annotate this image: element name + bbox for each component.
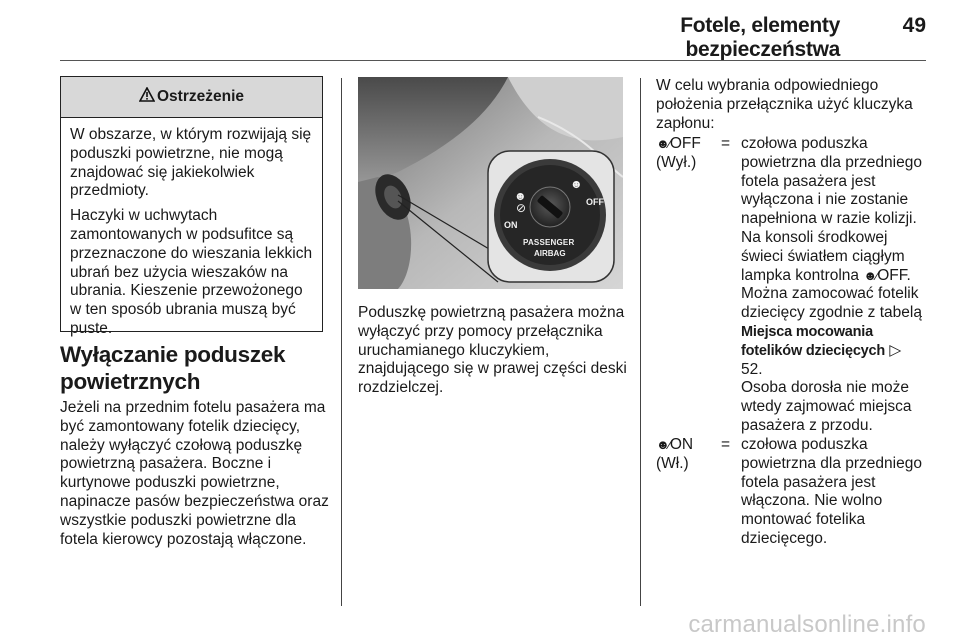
warning-triangle-icon bbox=[139, 87, 155, 107]
reference-page: 52. bbox=[741, 360, 763, 378]
term-translation: (Wł.) bbox=[656, 454, 689, 472]
header-divider bbox=[60, 60, 926, 61]
warning-body bbox=[61, 118, 322, 339]
figure-caption: Poduszkę powietrzną pasażera można wyłączyć przy pomocy przełącznika uruchamianego kluczykiem, znajdującego się w prawej części deski rozdzielczej. bbox=[358, 304, 627, 397]
section-heading: Wyłączanie poduszek powietrznych bbox=[60, 342, 286, 394]
switch-label-passenger: PASSENGER bbox=[523, 238, 575, 247]
term-label: ON bbox=[669, 436, 694, 453]
warning-header bbox=[61, 77, 322, 118]
watermark: carmanualsonline.info bbox=[688, 611, 926, 638]
desc-text: . Można zamocować fotelik dziecięcy zgodnie z tabelą bbox=[741, 266, 922, 322]
warning-paragraph: W obszarze, w którym rozwijają się poduszki powietrzne, nie mogą znajdować się jakiekolwiek przedmioty. bbox=[70, 126, 312, 200]
section-paragraph: Jeżeli na przednim fotelu pasażera ma być zamontowany fotelik dziecięcy, należy wyłączyć czołową poduszkę powietrzną pasażera. Boczne i kurtynowe poduszki powietrzne, napinacze pasów bezpieczeństwa oraz wszystkie poduszki powietrzne dla fotela kierowcy pozostają włączone. bbox=[60, 399, 329, 548]
term-label: OFF bbox=[669, 135, 701, 152]
term-translation: (Wył.) bbox=[656, 153, 697, 171]
airbag-off-icon: ☻⁄ bbox=[863, 267, 878, 283]
column-divider-right bbox=[640, 78, 641, 606]
warning-paragraph: Haczyki w uchwytach zamontowanych w podsufitce są przeznaczone do wieszania lekkich ubrań bez użycia wieszaków na ubrania. Kieszenie przewożonego w ten sposób ubrania muszą być puste. bbox=[70, 207, 313, 337]
switch-label-on: ON bbox=[504, 220, 518, 230]
page-number: 49 bbox=[902, 14, 926, 37]
desc-text: czołowa poduszka powietrzna dla przedniego fotela pasażera jest wyłączona i nie zostanie napełniona w razie kolizji. Na konsoli środkowej świeci światłem ciągłym lampka kontrolna bbox=[741, 135, 922, 284]
page-reference-icon: ▷ bbox=[889, 341, 902, 359]
column-divider-left bbox=[341, 78, 342, 606]
cross-reference-link[interactable]: Miejsca mocowania fotelików dziecięcych bbox=[741, 323, 886, 359]
airbag-switch-photo bbox=[358, 77, 623, 289]
switch-label-off: OFF bbox=[586, 197, 604, 207]
inline-term: OFF bbox=[877, 266, 907, 284]
airbag-on-icon: ☻⁄ bbox=[656, 437, 670, 452]
desc-text: Osoba dorosła nie może wtedy zajmować miejsca pasażera z przodu. bbox=[741, 379, 912, 434]
prohibited-icon: ⊘ bbox=[516, 201, 527, 215]
definition-term-off bbox=[656, 135, 720, 173]
intro-paragraph: W celu wybrania odpowiedniego położenia przełącznika użyć kluczyka zapłonu: bbox=[656, 77, 913, 132]
airbag-off-icon: ☻⁄ bbox=[656, 136, 670, 151]
definition-desc-off bbox=[741, 135, 924, 436]
definition-equals: = bbox=[721, 436, 731, 453]
definition-desc-on: czołowa poduszka powietrzna dla przedniego fotela pasażera jest włączona. Nie wolno montować fotelika dziecięcego. bbox=[741, 436, 922, 547]
switch-label-airbag: AIRBAG bbox=[534, 249, 566, 258]
definition-term-on bbox=[656, 436, 720, 474]
running-header-title: Fotele, elementy bezpieczeństwa bbox=[680, 14, 840, 61]
warning-box bbox=[60, 76, 323, 337]
airbag-off-icon: ☻ bbox=[570, 177, 583, 191]
warning-title: Ostrzeżenie bbox=[156, 88, 244, 105]
airbag-on-icon: ☻ bbox=[514, 189, 527, 203]
definition-equals: = bbox=[721, 135, 731, 152]
